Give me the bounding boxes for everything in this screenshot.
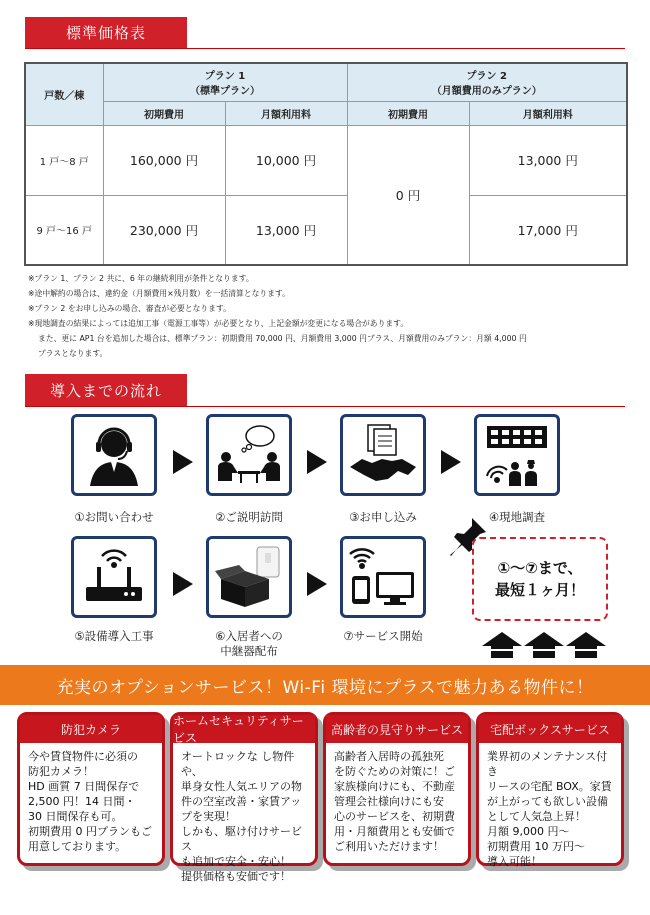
option-card-title: 高齢者の見守りサービス [326,715,468,743]
handshake-icon [348,423,418,487]
option-line: も追加で安全・安心！ [181,855,291,868]
option-line: プを実現！ [181,810,236,823]
building-survey-icon [481,420,553,490]
option-card-home-security [170,712,318,883]
option-line: 管理会社様向けにも安 [334,795,444,808]
option-line: 初期費用 10 万円～ [487,840,585,853]
option-line: 件の空室改善・家賃アッ [181,795,302,808]
option-line: 家族様向けにも、不動産 [334,780,455,793]
option-card-body [479,743,621,875]
note: ※現地調査の結果によっては追加工事（電源工事等）が必要となり、上記金額が変更になる場合があります。 [28,319,409,328]
option-line: 提供価格も安価です！ [181,870,291,883]
row2-plan1-initial: 230,000 円 [103,195,225,265]
row1-plan2-monthly: 13,000 円 [469,125,627,195]
option-line: 2,500 円！14 日間・ [28,795,136,808]
price-section-title: 標準価格表 [25,17,187,48]
plan1-header [103,63,347,101]
option-line: しかも、駆け付けサービス [181,825,302,853]
flow-arrow-icon [307,450,327,474]
option-line: 業界初のメンテナンス付き [487,750,608,778]
step-2-label: ②ご説明訪問 [215,510,283,524]
note: また、更に AP1 台を追加した場合は、標準プラン：初期費用 70,000 円、月額費用 3,000 円プラス、月額費用のみプラン：月額 4,000 円 [38,334,527,343]
option-line: 用・月額費用とも安価で [334,825,455,838]
row1-label: 1 戸～8 戸 [25,125,103,195]
option-line: 単身女性人気エリアの物 [181,780,302,793]
option-line: ご利用いただけます！ [334,840,444,853]
option-card-security-camera [17,712,165,866]
callout-line1: ①～⑦まで、 [497,559,583,577]
options-banner: 充実のオプションサービス！Wi-Fi 環境にプラスで魅力ある物件に！ [0,665,650,705]
note: ※途中解約の場合は、違約金（月額費用×残月数）を一括清算となります。 [28,289,290,298]
step-3-label: ③お申し込み [349,510,417,524]
step-1-label: ①お問い合わせ [74,510,154,524]
flow-arrow-icon [307,572,327,596]
option-card-title: 宅配ボックスサービス [479,715,621,743]
flow-section-rule [25,406,625,407]
row2-label: 9 戸～16 戸 [25,195,103,265]
step-5-box [71,536,157,618]
row1-plan1-monthly: 10,000 円 [225,125,347,195]
step-3-box [340,414,426,496]
step-1-box [71,414,157,496]
repeater-box-icon [213,545,285,609]
option-line: を防ぐための対策に！ご [334,765,455,778]
table-row [25,195,627,265]
units-header: 戸数／棟 [25,63,103,125]
option-line: 月額 9,000 円～ [487,825,570,838]
option-line: として人気急上昇！ [487,810,586,823]
flow-arrow-icon [441,450,461,474]
option-line: 高齢者入居時の孤独死 [334,750,444,763]
note: プラスとなります。 [38,349,108,358]
option-line: 30 日間保存も可。 [28,810,123,823]
option-line: 導入可能！ [487,855,542,868]
option-line: リースの宅配 BOX。家賃 [487,780,612,793]
row1-plan1-initial: 160,000 円 [103,125,225,195]
price-section-rule [25,48,625,49]
plan1-initial-header: 初期費用 [103,101,225,125]
plan1-title: プラン 1 [204,71,246,83]
step-6-box [206,536,292,618]
option-line: 初期費用 0 円プランもご [28,825,152,838]
option-card-title: ホームセキュリティサービス [173,715,315,743]
flow-section-title: 導入までの流れ [25,374,187,406]
up-arrow-icon [482,632,522,658]
operator-icon [84,424,144,486]
meeting-icon [214,423,284,487]
table-row [25,125,627,195]
price-notes [28,271,628,361]
note: ※プラン 1、プラン 2 共に、6 年の継続利用が条件となります。 [28,274,254,283]
option-card-elderly-watch [323,712,471,866]
flow-arrow-icon [173,572,193,596]
step-2-box [206,414,292,496]
plan2-initial-header: 初期費用 [347,101,469,125]
option-line: 用意しております。 [28,840,127,853]
plan2-title: プラン 2 [466,71,507,83]
option-line: HD 画質 7 日間保存で [28,780,140,793]
option-line: オートロックな し物件や、 [181,750,295,778]
step-4-label: ④現地調査 [488,510,546,524]
option-line: 今や賃貸物件に必須の [28,750,138,763]
step-6-label-line2: 中継器配布 [220,644,278,658]
option-card-body [326,743,468,860]
plan2-monthly-header: 月額利用料 [469,101,627,125]
up-arrow-icon [524,632,564,658]
plan2-initial-value: 0 円 [347,125,469,265]
devices-wifi-icon [348,546,418,608]
step-7-label: ⑦サービス開始 [343,629,423,643]
step-4-box [474,414,560,496]
option-line: 防犯カメラ！ [28,765,94,778]
router-icon [80,547,148,607]
step-7-box [340,536,426,618]
row2-plan1-monthly: 13,000 円 [225,195,347,265]
note: ※プラン 2 をお申し込みの場合、審査が必要となります。 [28,304,231,313]
up-arrow-icon [566,632,606,658]
duration-callout [472,537,608,621]
plan1-monthly-header: 月額利用料 [225,101,347,125]
plan1-subtitle: （標準プラン） [190,86,260,98]
option-card-body [20,743,162,860]
step-5-label: ⑤設備導入工事 [74,629,154,643]
flow-arrow-icon [173,450,193,474]
option-line: が上がっても欲しい設備 [487,795,608,808]
option-line: 心のサービスを、初期費 [334,810,455,823]
callout-line2: 最短１ヶ月！ [494,581,585,599]
option-card-title: 防犯カメラ [20,715,162,743]
option-card-delivery-box [476,712,624,866]
plan2-header [347,63,627,101]
step-6-label [196,629,302,659]
step-6-label-line1: ⑥入居者への [215,629,283,643]
row2-plan2-monthly: 17,000 円 [469,195,627,265]
option-card-body [173,743,315,890]
plan2-subtitle: （月額費用のみプラン） [431,86,542,98]
price-table [24,62,628,266]
